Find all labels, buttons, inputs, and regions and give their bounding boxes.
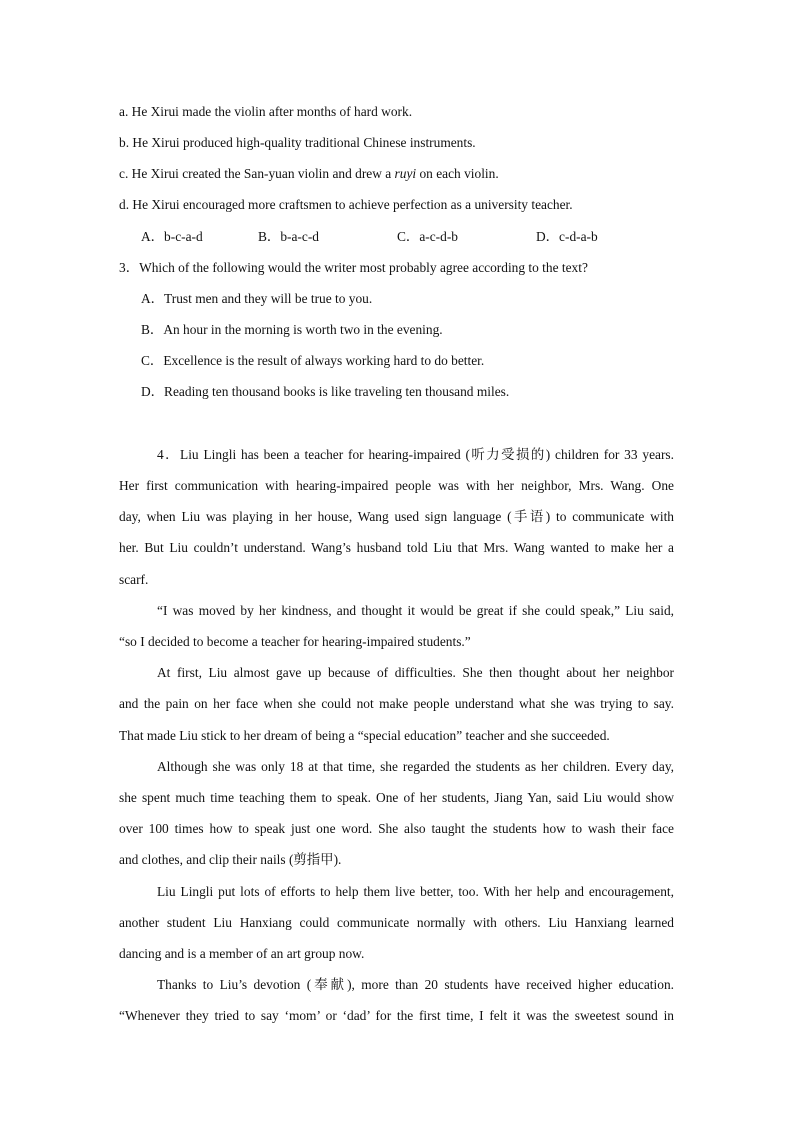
q3-option-a: A．Trust men and they will be true to you. [141, 291, 373, 306]
passage-line: “I was moved by her kindness, and thought it would be great if she could speak,” Liu said, [157, 603, 674, 618]
q2-option-b: B．b-a-c-d [258, 229, 319, 244]
order-item-text: He Xirui produced high-quality traditional Chinese instruments. [132, 135, 476, 150]
order-item-d [119, 197, 573, 213]
passage-line: another student Liu Hanxiang could communicate normally with others. Liu Hanxiang learned [119, 915, 674, 930]
order-item-letter: a. [119, 104, 129, 119]
order-item-c [119, 166, 499, 182]
order-item-text: He Xirui encouraged more craftsmen to achieve perfection as a university teacher. [132, 197, 573, 212]
passage-line: day, when Liu was playing in her house, Wang used sign language (手语) to communicate with [119, 509, 674, 524]
passage-line: and the pain on her face when she could not make people understand what she was trying to say. [119, 696, 674, 711]
order-item-letter: b. [119, 135, 130, 150]
passage-line: Thanks to Liu’s devotion (奉献), more than 20 students have received higher education. [157, 977, 674, 992]
order-item-text-before: He Xirui created the San-yuan violin and drew a [131, 166, 395, 181]
passage-line: dancing and is a member of an art group now. [119, 946, 365, 961]
passage-line: Her first communication with hearing-impaired people was with her neighbor, Mrs. Wang. One [119, 478, 674, 493]
order-item-letter: d. [119, 197, 130, 212]
order-item-b [119, 135, 476, 151]
q3-option-c: C．Excellence is the result of always working hard to do better. [141, 353, 485, 368]
passage-line: scarf. [119, 572, 149, 587]
q3-option-d: D．Reading ten thousand books is like traveling ten thousand miles. [141, 384, 510, 399]
passage-line: her. But Liu couldn’t understand. Wang’s husband told Liu that Mrs. Wang wanted to make her a [119, 540, 674, 555]
order-item-text-after: on each violin. [416, 166, 499, 181]
q2-option-a: A．b-c-a-d [141, 229, 203, 244]
q3-option-b: B．An hour in the morning is worth two in the evening. [141, 322, 443, 337]
passage-line: “so I decided to become a teacher for hearing-impaired students.” [119, 634, 471, 649]
passage-line: she spent much time teaching them to speak. One of her students, Jiang Yan, said Liu would show [119, 790, 674, 805]
passage-line: That made Liu stick to her dream of being a “special education” teacher and she succeeded. [119, 728, 610, 743]
q3-stem: 3．Which of the following would the writer most probably agree according to the text? [119, 260, 588, 275]
passage-line: over 100 times how to speak just one word. She also taught the students how to wash their face [119, 821, 674, 836]
order-item-text [132, 166, 499, 181]
order-item-italic-word: ruyi [394, 166, 417, 181]
passage-line: Liu Lingli put lots of efforts to help them live better, too. With her help and encouragement, [157, 884, 674, 899]
q2-option-c: C．a-c-d-b [397, 229, 458, 244]
order-item-text: He Xirui made the violin after months of hard work. [131, 104, 413, 119]
order-item-a [119, 104, 412, 120]
q2-option-d: D．c-d-a-b [536, 229, 598, 244]
passage-line: Although she was only 18 at that time, she regarded the students as her children. Every day, [157, 759, 674, 774]
passage-line: and clothes, and clip their nails (剪指甲). [119, 852, 342, 867]
order-item-letter: c. [119, 166, 129, 181]
passage-line: “Whenever they tried to say ‘mom’ or ‘dad’ for the first time, I felt it was the sweetest sound in [119, 1008, 674, 1023]
passage-line: 4．Liu Lingli has been a teacher for hearing-impaired (听力受损的) children for 33 years. [157, 447, 674, 462]
passage-line: At first, Liu almost gave up because of difficulties. She then thought about her neighbor [157, 665, 674, 680]
